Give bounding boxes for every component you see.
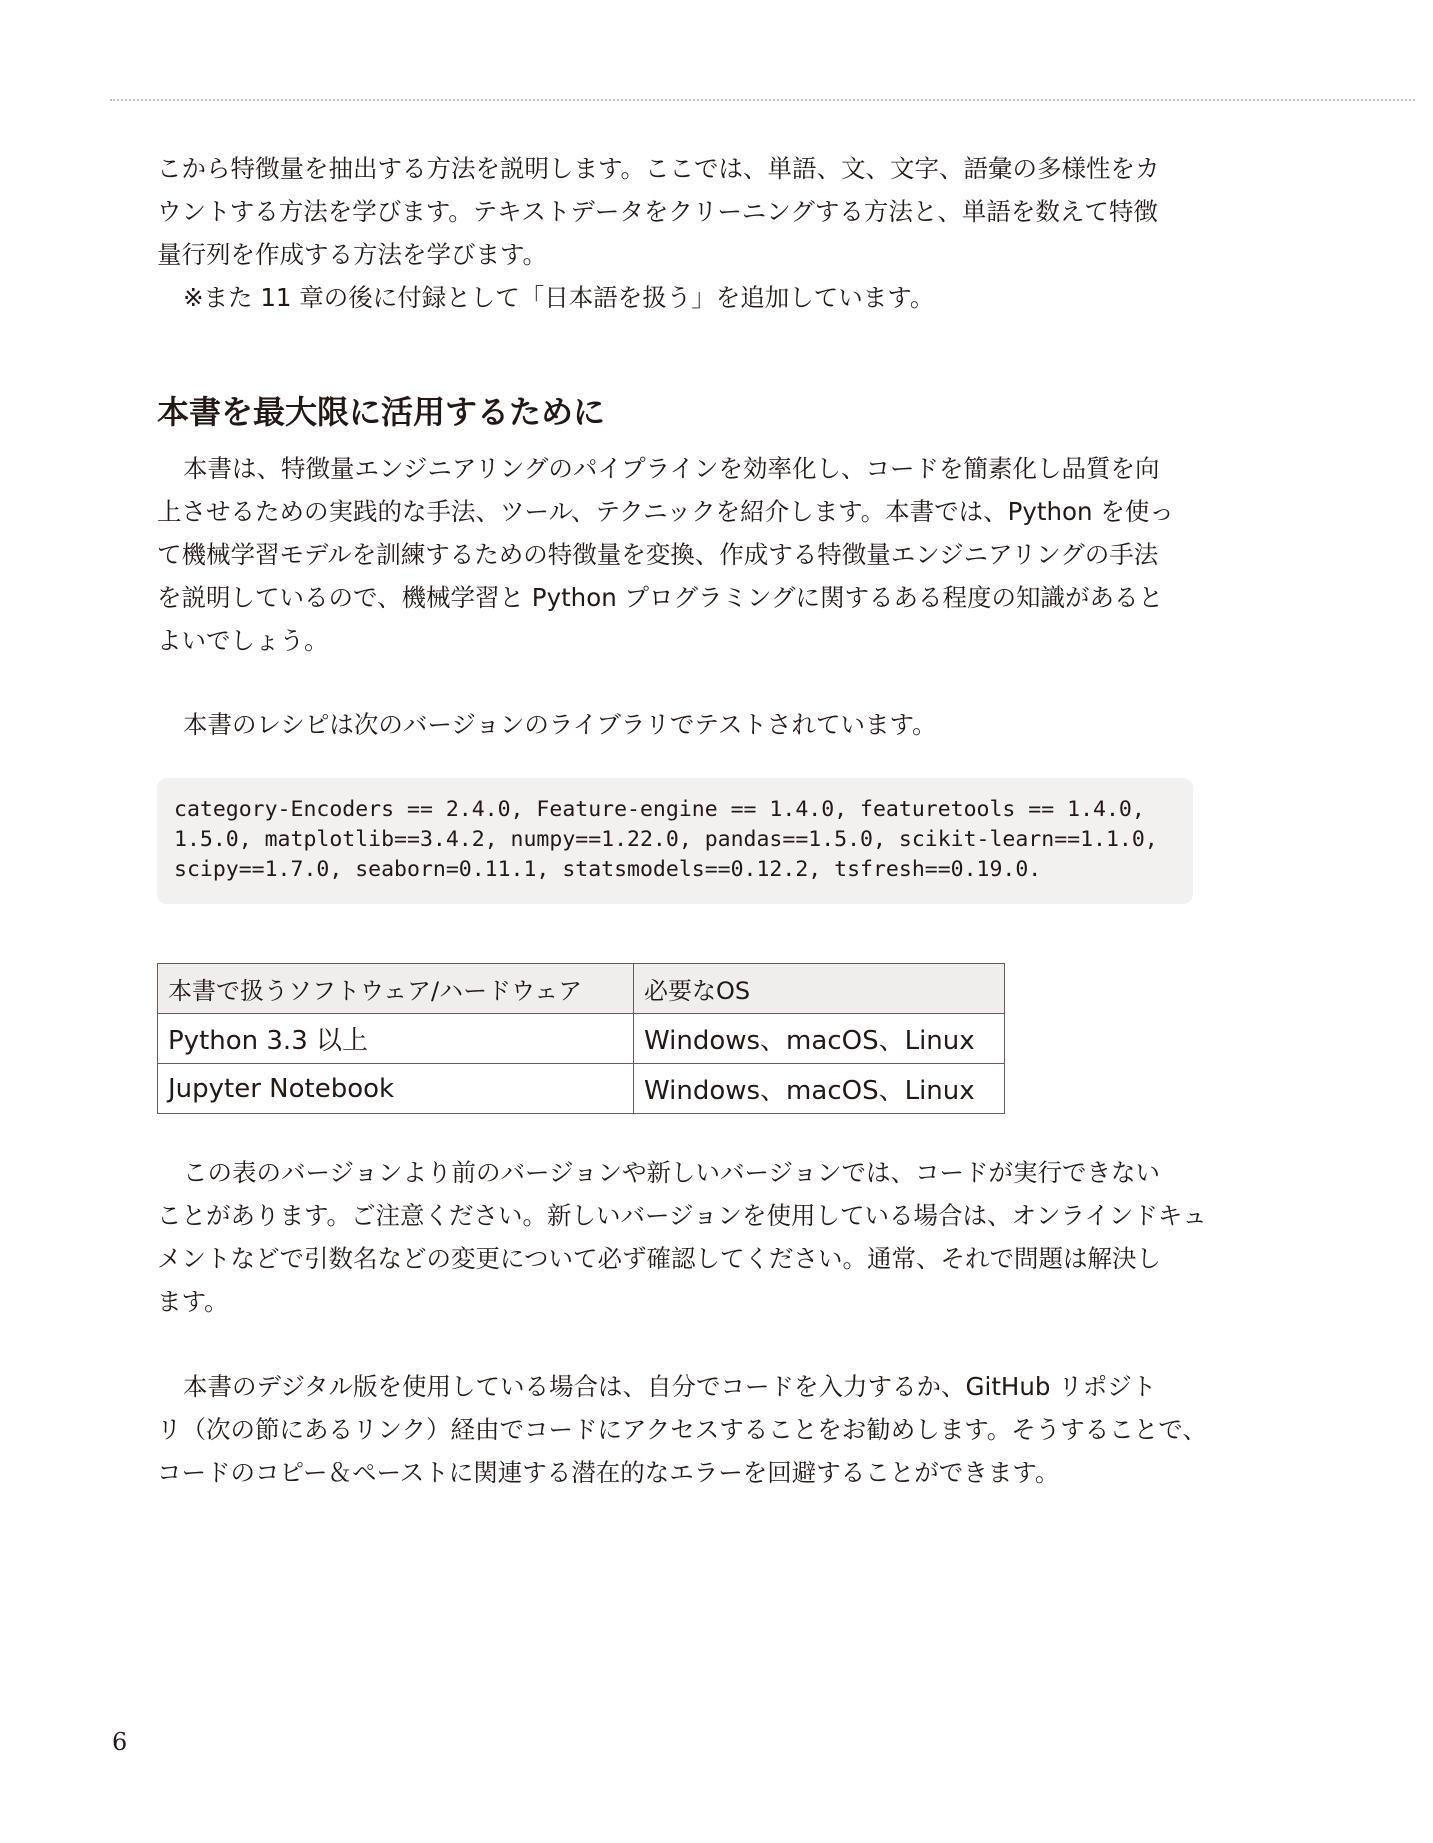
- text-line: リ（次の節にあるリンク）経由でコードにアクセスすることをお勧めします。そうすることで、: [157, 1415, 1207, 1444]
- section-paragraph-1: [157, 447, 1193, 662]
- table-cell: Windows、macOS、Linux: [634, 1064, 1005, 1114]
- digital-edition-paragraph: [157, 1365, 1207, 1494]
- page-number: 6: [112, 1728, 128, 1756]
- text-line: メントなどで引数名などの変更について必ず確認してください。通常、それで問題は解決し: [157, 1244, 1162, 1273]
- code-line: scipy==1.7.0, seaborn=0.11.1, statsmodels==0.12.2, tsfresh==0.19.0.: [174, 857, 1042, 882]
- requirements-table: [157, 963, 1005, 1114]
- version-note-paragraph: [157, 1151, 1207, 1323]
- code-line: category-Encoders == 2.4.0, Feature-engine == 1.4.0, featuretools == 1.4.0,: [174, 797, 1145, 822]
- code-line: 1.5.0, matplotlib==3.4.2, numpy==1.22.0, pandas==1.5.0, scikit-learn==1.1.0,: [174, 827, 1158, 852]
- text-line: て機械学習モデルを訓練するための特徴量を変換、作成する特徴量エンジニアリングの手法: [157, 540, 1159, 569]
- text-line: 量行列を作成する方法を学びます。: [157, 240, 548, 269]
- table-cell: Windows、macOS、Linux: [634, 1014, 1005, 1064]
- table-header-software: 本書で扱うソフトウェア/ハードウェア: [158, 964, 634, 1014]
- text-line: を説明しているので、機械学習と Python プログラミングに関するある程度の知識があると: [157, 583, 1164, 612]
- table-header-os: 必要なOS: [634, 964, 1005, 1014]
- section-heading: 本書を最大限に活用するために: [157, 393, 606, 431]
- table-header-row: [158, 964, 1005, 1014]
- section-paragraph-2: [157, 703, 1193, 746]
- text-line: コードのコピー＆ペーストに関連する潜在的なエラーを回避することができます。: [157, 1458, 1060, 1487]
- table-cell: Jupyter Notebook: [158, 1064, 634, 1114]
- intro-paragraph: [157, 147, 1193, 319]
- table-row: [158, 1064, 1005, 1114]
- text-line: この表のバージョンより前のバージョンや新しいバージョンでは、コードが実行できない: [183, 1158, 1161, 1187]
- text-line: 本書のレシピは次のバージョンのライブラリでテストされています。: [183, 710, 937, 739]
- text-line: よいでしょう。: [157, 626, 329, 655]
- text-line: 本書は、特徴量エンジニアリングのパイプラインを効率化し、コードを簡素化し品質を向: [183, 454, 1160, 483]
- text-line: ます。: [157, 1287, 229, 1316]
- header-dotted-rule: [110, 99, 1415, 101]
- text-line: ことがあります。ご注意ください。新しいバージョンを使用している場合は、オンラインドキュ: [157, 1201, 1207, 1230]
- text-line: 本書のデジタル版を使用している場合は、自分でコードを入力するか、GitHub リポジト: [183, 1372, 1157, 1401]
- text-line: こから特徴量を抽出する方法を説明します。ここでは、単語、文、文字、語彙の多様性をカ: [157, 154, 1160, 183]
- table-cell: Python 3.3 以上: [158, 1014, 634, 1064]
- intro-note: ※また 11 章の後に付録として「日本語を扱う」を追加しています。: [183, 283, 935, 312]
- code-block: [157, 778, 1193, 904]
- text-line: ウントする方法を学びます。テキストデータをクリーニングする方法と、単語を数えて特徴: [157, 197, 1158, 226]
- table-row: [158, 1014, 1005, 1064]
- text-line: 上させるための実践的な手法、ツール、テクニックを紹介します。本書では、Python を使っ: [157, 497, 1174, 526]
